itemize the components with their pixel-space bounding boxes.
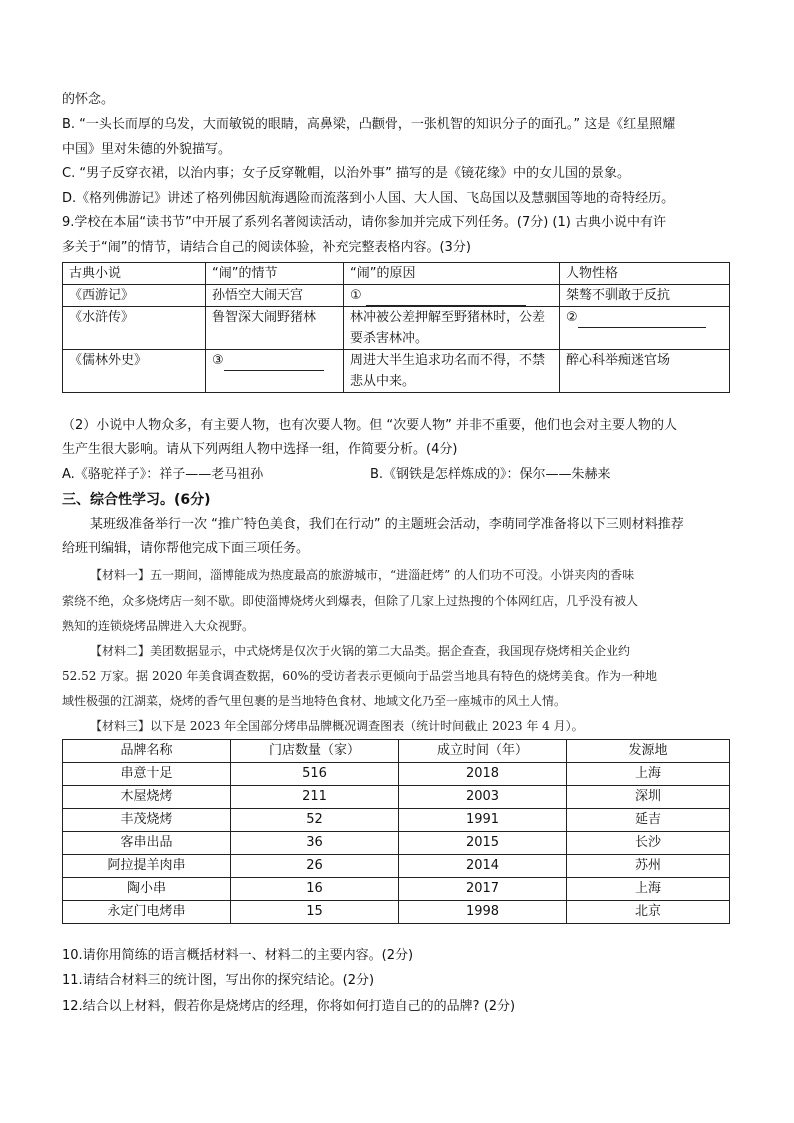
cell-origin: 长沙: [567, 832, 730, 855]
cell-year: 2014: [399, 855, 567, 878]
material2-line2: 52.52 万家。据 2020 年美食调查数据，60%的受访者表示更倾向于品尝当地具有特色的烧烤美食。作为一种地: [62, 669, 658, 683]
cell-origin: 北京: [567, 901, 730, 924]
prev-continuation: 的怀念。: [62, 92, 115, 107]
intro-line1: 某班级准备举行一次 “推广特色美食，我们在行动” 的主题班会活动，李萌同学准备将以下三则材料推荐: [90, 517, 684, 532]
cell-novel: 《儒林外史》: [63, 350, 206, 393]
table-row: [63, 307, 730, 350]
table-header: 门店数量（家）: [231, 740, 399, 763]
material3-line: 【材料三】以下是 2023 年全国部分烤串品牌概况调查图表（统计时间截止 2023 年 4 月）。: [90, 719, 584, 733]
table-row: [63, 763, 730, 786]
cell-brand: 串意十足: [63, 763, 231, 786]
cell-brand: 丰茂烧烤: [63, 809, 231, 832]
material2-line3: 域性极强的江湖菜，烧烤的香气里包裹的是当地特色食材、地域文化乃至一座城市的风土人情。: [62, 694, 567, 708]
question-11: 11.请结合材料三的统计图，写出你的探究结论。(2分): [62, 973, 375, 988]
cell-trait: 醉心科举痴迷官场: [560, 350, 730, 393]
cell-year: 2017: [399, 878, 567, 901]
cell-stores: 16: [231, 878, 399, 901]
q9-part2-line1: （2）小说中人物众多，有主要人物，也有次要人物。但 “次要人物” 并非不重要，他们也会对主要人物的人: [62, 418, 678, 433]
cell-stores: 15: [231, 901, 399, 924]
cell-stores: 516: [231, 763, 399, 786]
table-header: 人物性格: [560, 263, 730, 285]
cell-year: 2015: [399, 832, 567, 855]
cell-brand: 木屋烧烤: [63, 786, 231, 809]
cell-year: 2003: [399, 786, 567, 809]
material2-line1: 【材料二】美团数据显示，中式烧烤是仅次于火锅的第二大品类。据企查查，我国现存烧烤相关企业约: [90, 644, 631, 658]
brand-table: [62, 739, 730, 924]
cell-reason: 周进大半生追求功名而不得，不禁悲从中来。: [344, 350, 560, 393]
option-a-pair: A.《骆驼祥子》：祥子——老马祖孙: [62, 467, 264, 482]
novel-table: [62, 262, 730, 393]
cell-origin: 上海: [567, 763, 730, 786]
table-header: 古典小说: [63, 263, 206, 285]
material1-line2: 萦绕不绝，众多烧烤店一刻不歇。即使淄博烧烤火到爆表，但除了几家上过热搜的个体网红店，几乎没有被人: [62, 594, 639, 608]
cell-stores: 26: [231, 855, 399, 878]
cell-reason-blank[interactable]: ①: [344, 285, 560, 307]
cell-year: 1991: [399, 809, 567, 832]
table-row: [63, 878, 730, 901]
cell-origin: 苏州: [567, 855, 730, 878]
material1-line1: 【材料一】五一期间，淄博能成为热度最高的旅游城市，“进淄赶烤” 的人们功不可没。小饼夹肉的香味: [90, 568, 635, 582]
cell-stores: 211: [231, 786, 399, 809]
cell-origin: 上海: [567, 878, 730, 901]
option-b-line2: 中国》里对朱德的外貌描写。: [62, 142, 232, 157]
cell-stores: 36: [231, 832, 399, 855]
table-row: [63, 809, 730, 832]
table-row: [63, 350, 730, 393]
option-d: D.《格列佛游记》讲述了格列佛因航海遇险而流落到小人国、大人国、飞岛国以及慧骃国等地的奇特经历。: [62, 191, 675, 206]
cell-stores: 52: [231, 809, 399, 832]
option-b-line1: B. “一头长而厚的乌发，大而敏锐的眼睛，高鼻梁，凸颧骨，一张机智的知识分子的面孔。” 这是《红星照耀: [62, 117, 676, 132]
table-header: “闹”的原因: [344, 263, 560, 285]
cell-year: 2018: [399, 763, 567, 786]
option-c: C. “男子反穿衣裙，以治内事；女子反穿靴帽，以治外事” 描写的是《镜花缘》中的女儿国的景象。: [62, 166, 630, 181]
cell-origin: 延吉: [567, 809, 730, 832]
cell-novel: 《水浒传》: [63, 307, 206, 350]
cell-plot-blank[interactable]: ③: [206, 350, 344, 393]
cell-plot: 孙悟空大闹天宫: [206, 285, 344, 307]
section3-title: 三、综合性学习。(6分): [62, 492, 211, 508]
material1-line3: 熟知的连锁烧烤品牌进入大众视野。: [62, 619, 255, 633]
intro-line2: 给班刊编辑，请你帮他完成下面三项任务。: [62, 541, 310, 556]
table-row: [63, 832, 730, 855]
table-header: 成立时间（年）: [399, 740, 567, 763]
cell-origin: 深圳: [567, 786, 730, 809]
q9-line1: 9.学校在本届“读书节”中开展了系列名著阅读活动，请你参加并完成下列任务。(7分) (1) 古典小说中有许: [62, 215, 666, 230]
cell-plot: 鲁智深大闹野猪林: [206, 307, 344, 350]
cell-brand: 客串出品: [63, 832, 231, 855]
cell-brand: 阿拉提羊肉串: [63, 855, 231, 878]
table-row: [63, 855, 730, 878]
table-header-row: [63, 740, 730, 763]
table-header-row: [63, 263, 730, 285]
table-header: 发源地: [567, 740, 730, 763]
cell-brand: 陶小串: [63, 878, 231, 901]
q9-line2: 多关于“闹”的情节，请结合自己的阅读体验，补充完整表格内容。(3分): [62, 240, 471, 255]
cell-trait-blank[interactable]: ②: [560, 307, 730, 350]
cell-novel: 《西游记》: [63, 285, 206, 307]
question-10: 10.请你用简练的语言概括材料一、材料二的主要内容。(2分): [62, 948, 414, 963]
question-12: 12.结合以上材料，假若你是烧烤店的经理，你将如何打造自己的的品牌? (2分): [62, 999, 516, 1014]
table-header: 品牌名称: [63, 740, 231, 763]
q9-part2-line2: 生产生很大影响。请从下列两组人物中选择一组，作简要分析。(4分): [62, 442, 458, 457]
cell-reason: 林冲被公差押解至野猪林时，公差要杀害林冲。: [344, 307, 560, 350]
cell-year: 1998: [399, 901, 567, 924]
table-row: [63, 786, 730, 809]
cell-brand: 永定门电烤串: [63, 901, 231, 924]
table-row: [63, 901, 730, 924]
cell-trait: 桀骜不驯敢于反抗: [560, 285, 730, 307]
option-b-pair: B.《钢铁是怎样炼成的》：保尔——朱赫来: [370, 467, 611, 482]
table-header: “闹”的情节: [206, 263, 344, 285]
table-row: [63, 285, 730, 307]
